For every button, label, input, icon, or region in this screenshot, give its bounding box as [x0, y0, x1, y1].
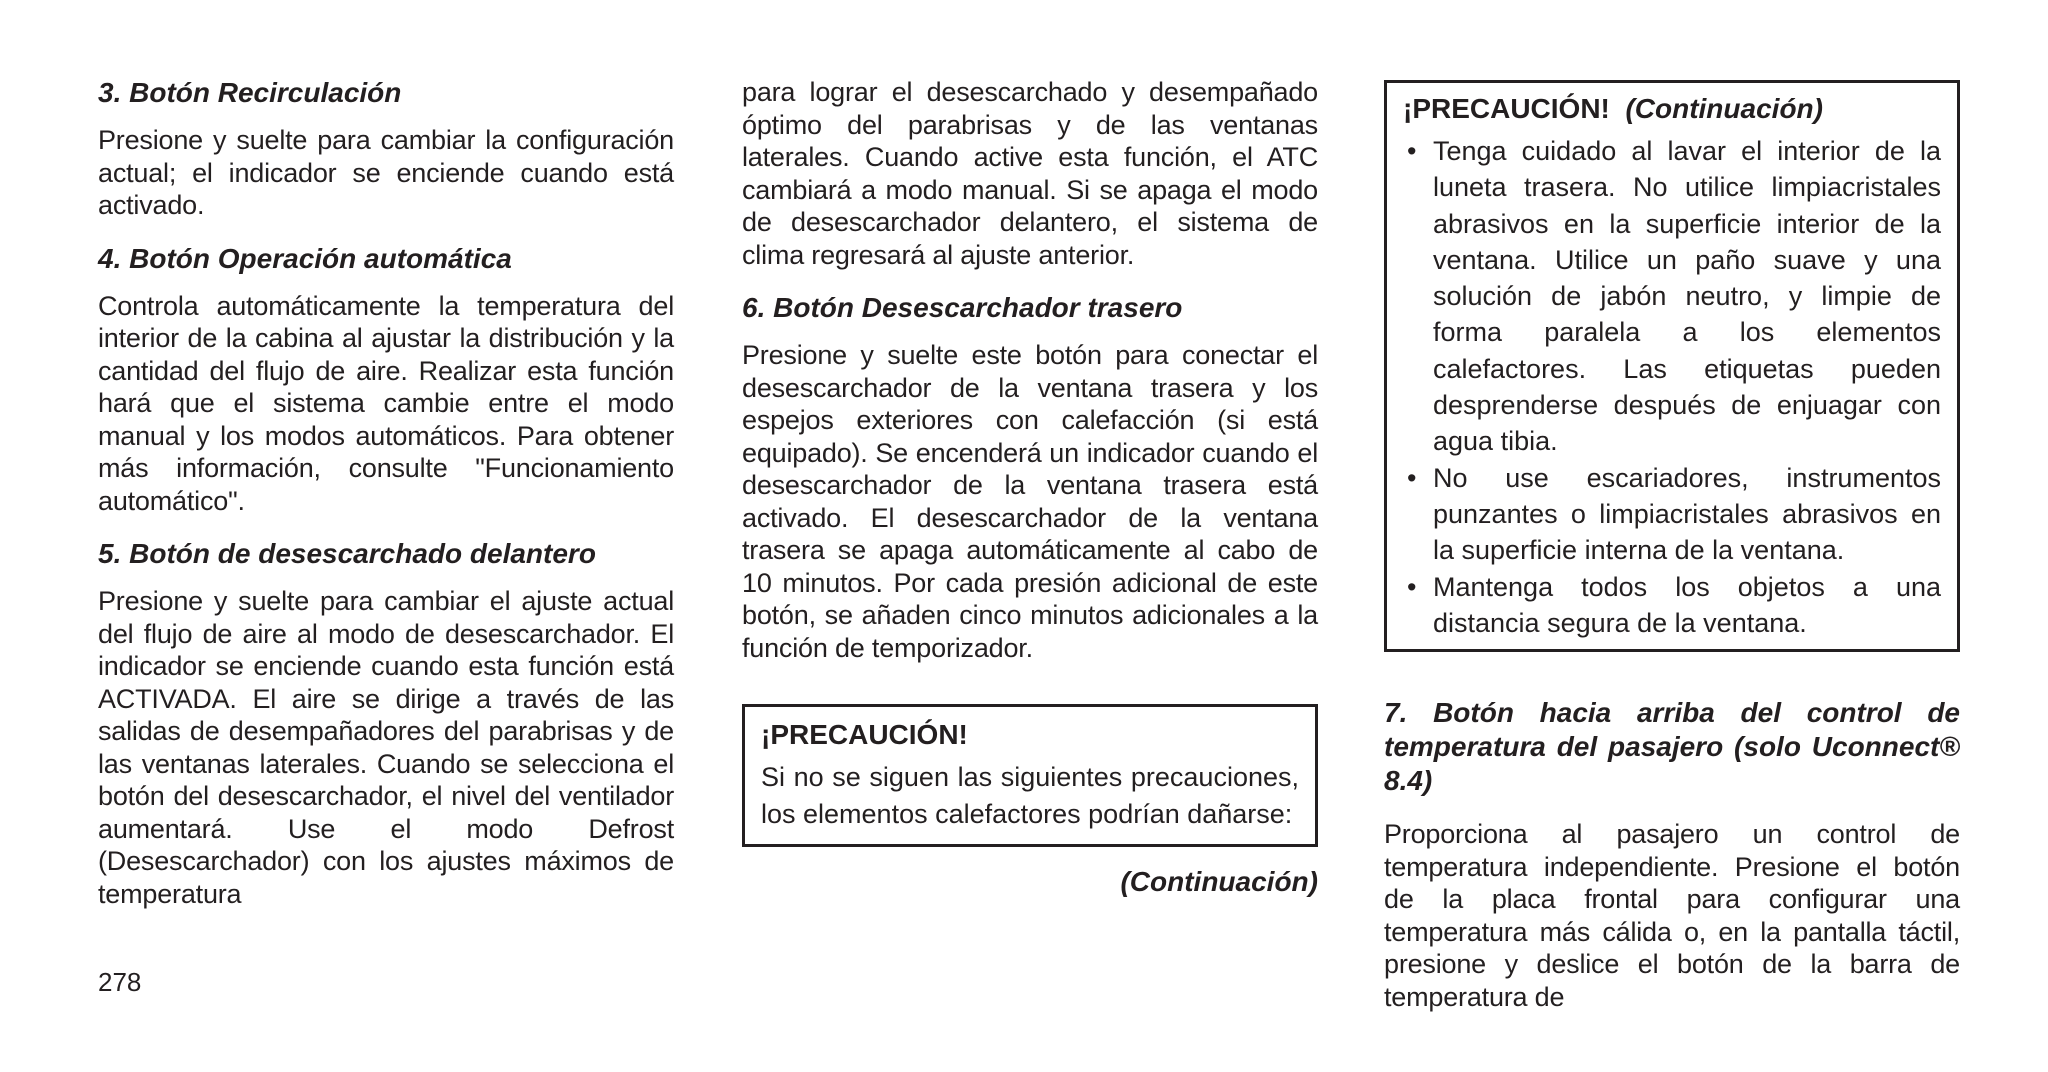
section-5-body: Presione y suelte para cambiar el ajuste actual del flujo de aire al modo de desescarchador. El indicador se enciende cuando esta función está ACTIVADA. El aire se dirige a través de las salidas de desempañadores del parabrisas y de las ventanas laterales. Cuando se selecciona el botón del desescarchador, el nivel del ventilador aumentará. Use el modo Defrost (Desescarchador) con los ajustes máximos de temperatura: [98, 586, 674, 909]
page-number: 278: [98, 967, 142, 997]
section-4-body: Controla automáticamente la temperatura del interior de la cabina al ajustar la distribución y la cantidad del flujo de aire. Realizar esta función hará que el sistema cambie entre el modo manual y los modos automáticos. Para obtener más información, consulte "Funcionamiento automático".: [98, 290, 674, 516]
section-7-body: Proporciona al pasajero un control de temperatura independiente. Presione el botón de la placa frontal para configurar una temperatura más cálida o, en la pantalla táctil, presione y deslice el botón de la barra de temperatura de: [1384, 819, 1960, 1012]
caution-bullet-list: [1403, 133, 1941, 641]
caution-title: ¡PRECAUCIÓN!: [761, 719, 968, 750]
section-5-body-continued: para lograr el desescarchado y desempañado óptimo del parabrisas y de las ventanas laterales. Cuando active esta función, el ATC cambiará a modo manual. Si se apaga el modo de desescarchador delantero, el sistema de clima regresará al ajuste anterior.: [742, 77, 1318, 270]
section-6-body: Presione y suelte este botón para conectar el desescarchador de la ventana trasera y los espejos exteriores con calefacción (si está equipado). Se encenderá un indicador cuando el desescarchador de la ventana trasera está activado. El desescarchador de la ventana trasera se apaga automáticamente al cabo de 10 minutos. Por cada presión adicional de este botón, se añaden cinco minutos adicionales a la función de temporizador.: [742, 340, 1318, 663]
caution-bullet: • Mantenga todos los objetos a una distancia segura de la ventana.: [1403, 569, 1941, 642]
section-3-body: Presione y suelte para cambiar la configuración actual; el indicador se enciende cuando está activado.: [98, 125, 674, 220]
caution-title-continued: [1403, 89, 1941, 129]
column-right: [1384, 80, 1960, 1033]
caution-bullet: • No use escariadores, instrumentos punzantes o limpiacristales abrasivos en la superficie interna de la ventana.: [1403, 460, 1941, 569]
column-middle: [742, 76, 1318, 899]
caution-box: [742, 704, 1318, 847]
section-5-heading: 5. Botón de desescarchado delantero: [98, 538, 596, 569]
section-6-heading: 6. Botón Desescarchador trasero: [742, 292, 1183, 323]
section-4-heading: 4. Botón Operación automática: [98, 242, 512, 274]
continued-label: (Continuación): [1120, 866, 1318, 897]
column-left: [98, 76, 674, 930]
caution-title-text: ¡PRECAUCIÓN!: [1403, 93, 1610, 124]
caution-box-continued: [1384, 80, 1960, 652]
caution-title-cont: (Continuación): [1625, 93, 1823, 124]
caution-bullet: • Tenga cuidado al lavar el interior de la luneta trasera. No utilice limpiacristales abrasivos en la superficie interior de la ventana. Utilice un paño suave y una solución de jabón neutro, y limpie de forma paralela a los elementos calefactores. Las etiquetas pueden desprenderse después de enjuagar con agua tibia.: [1403, 133, 1941, 460]
caution-body: Si no se siguen las siguientes precauciones, los elementos calefactores podrían dañarse:: [761, 762, 1299, 829]
section-3-heading: 3. Botón Recirculación: [98, 77, 402, 108]
section-7-heading: 7. Botón hacia arriba del control de temperatura del pasajero (solo Uconnect® 8.4): [1384, 697, 1960, 797]
